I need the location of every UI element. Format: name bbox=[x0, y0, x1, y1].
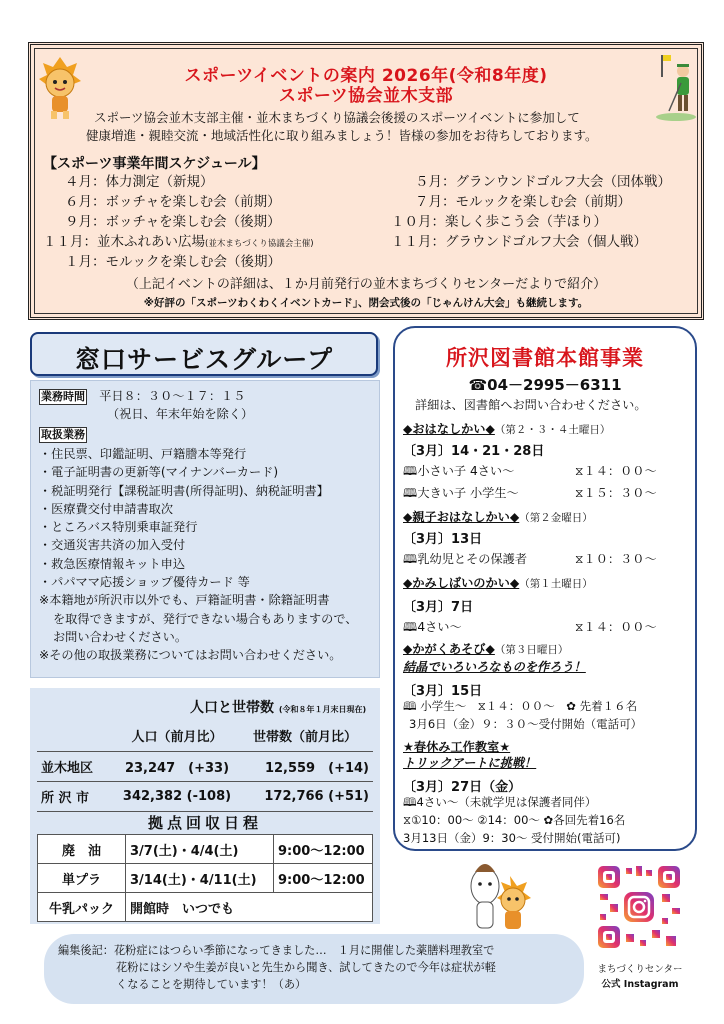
service-note: ※その他の取扱業務についてはお問い合わせください。 bbox=[39, 648, 342, 663]
instagram-caption: まちづくりセンター 公式 Instagram bbox=[597, 964, 683, 990]
schedule-item: ４月：体力測定（新規） bbox=[65, 174, 214, 190]
service-heading: 窓口サービスグループ bbox=[30, 332, 378, 376]
population-table bbox=[37, 721, 373, 812]
event-row: 🕮大きい子 小学生～ bbox=[403, 486, 519, 500]
event-dates: 〔3月〕7日 bbox=[403, 600, 474, 615]
schedule-title: 【スポーツ事業年間スケジュール】 bbox=[43, 156, 266, 172]
table-row bbox=[38, 893, 373, 922]
service-note: を取得できますが、発行できない場合もありますので、 bbox=[53, 611, 358, 626]
table-cell: 3/14(土)・4/11(土) bbox=[126, 864, 274, 893]
schedule-item: １１月：グラウンドゴルフ大会（個人戦） bbox=[391, 234, 647, 250]
list-item: ・救急医療情報キット申込 bbox=[39, 556, 186, 571]
hours-value: 平日８：３０～１７：１５ bbox=[99, 389, 246, 403]
event-time: ⧖１４：００～ bbox=[575, 620, 657, 634]
event-dates: 〔3月〕15日 bbox=[403, 684, 483, 699]
event-dates: 〔3月〕14・21・28日 bbox=[403, 444, 545, 459]
table-cell bbox=[37, 721, 117, 751]
table-row bbox=[38, 864, 373, 893]
event-row: ⧖①10：00～ ②14：00～ ✿各回先着16名 bbox=[403, 813, 626, 827]
table-cell: 9:00～12:00 bbox=[274, 835, 373, 864]
event-name: ◆かみしばいのかい◆ bbox=[403, 576, 520, 590]
table-row bbox=[37, 781, 373, 811]
table-cell: 172,766 (+51) bbox=[237, 781, 373, 811]
table-cell: 12,559 (+14) bbox=[237, 751, 373, 781]
duties-list bbox=[39, 445, 357, 665]
table-cell: 342,382 (-108) bbox=[117, 781, 237, 811]
sports-title: スポーツイベントの案内 2026年(令和8年度) bbox=[184, 66, 548, 86]
service-note: ※本籍地が所沢市以外でも、戸籍証明書・除籍証明書 bbox=[39, 593, 330, 608]
table-row bbox=[37, 721, 373, 751]
sports-subtitle: スポーツ協会並木支部 bbox=[278, 86, 454, 106]
table-cell: 9:00～12:00 bbox=[274, 864, 373, 893]
schedule-item: １０月：楽しく歩こう会（芋ほり） bbox=[391, 214, 607, 230]
list-item: ・電子証明書の更新等(マイナンバーカード) bbox=[39, 465, 279, 480]
list-item: ・医療費交付申請書取次 bbox=[39, 501, 174, 516]
library-phone: ☎04－2995－6311 bbox=[468, 376, 622, 394]
event-subtitle: 結晶でいろいろなものを作ろう！ bbox=[403, 660, 586, 674]
event-name: ◆かがくあそび◆ bbox=[403, 642, 495, 656]
event-row: 🕮 小学生～ ⧖１４：００～ ✿ 先着１６名 bbox=[403, 699, 638, 713]
sports-note-bold: ※好評の「スポーツわくわくイベントカード」、閉会式後の「じゃんけん大会」も継続します。 bbox=[143, 297, 589, 309]
table-row bbox=[38, 835, 373, 864]
event-dates: 〔3月〕27日（金） bbox=[403, 780, 522, 795]
hours-label: 業務時間 bbox=[41, 390, 85, 403]
library-box: 所沢図書館本館事業 ☎04－2995－6311 詳細は、図書館へお問い合わせください。 ◆おはなしかい◆（第２・３・４土曜日） 〔3月〕14・21・28日 🕮小さい子 4さい～ ⧖１４：００～ 🕮大きい子 小学生～ ⧖１５：３０～ ◆親子おはなしかい◆（第２金曜日） 〔3月〕13日 🕮乳幼児とその保護者 ⧖１０：３０～ ◆かみしばいのかい◆（第１土曜日） 〔3月〕7日 🕮4さい～ ⧖１４：００～ ◆かがくあそび◆（第３日曜日） 結晶でいろいろなものを作ろう！ 〔3月〕15日 🕮 小学生～ ⧖１４：００～ ✿ 先着１６名 3月6日（金）９：３０～受付開始（電話可） ★春休み工作教室★ トリックアートに挑戦！ 〔3月〕27日（金） 🕮4さい～（未就学児は保護者同伴） ⧖①10：00～ ②14：00～ ✿各回先着16名 3月13日（金）9：30～ 受付開始(電話可) bbox=[393, 326, 697, 851]
table-cell: 廃 油 bbox=[38, 835, 126, 864]
sports-note: （上記イベントの詳細は、１か月前発行の並木まちづくりセンターだよりで紹介） bbox=[125, 277, 607, 292]
schedule-item-note: (並木まちづくり協議会主催) bbox=[205, 239, 314, 249]
collection-title: 拠点回収日程 bbox=[147, 814, 262, 832]
event-name: ◆親子おはなしかい◆ bbox=[403, 510, 520, 524]
event-row: 🕮4さい～ bbox=[403, 620, 462, 634]
list-item: ・ところバス特別乗車証発行 bbox=[39, 520, 198, 535]
library-title: 所沢図書館本館事業 bbox=[446, 346, 644, 370]
event-time: ⧖１４：００～ bbox=[575, 464, 657, 478]
event-time: ⧖１５：３０～ bbox=[575, 486, 657, 500]
schedule-list bbox=[43, 172, 703, 272]
table-header: 人口（前月比） bbox=[117, 721, 237, 751]
table-cell: 単プラ bbox=[38, 864, 126, 893]
event-row: 🕮4さい～（未就学児は保護者同伴） bbox=[403, 795, 597, 809]
schedule-item: １１月：並木ふれあい広場(並木まちづくり協議会主催) bbox=[43, 234, 314, 250]
schedule-item: ９月：ボッチャを楽しむ会（後期） bbox=[65, 214, 281, 230]
collection-table bbox=[37, 834, 373, 922]
list-item: ・交通災害共済の加入受付 bbox=[39, 538, 186, 553]
population-box bbox=[30, 688, 380, 924]
service-note: お問い合わせください。 bbox=[53, 629, 188, 644]
hours-note: （祝日、年末年始を除く） bbox=[107, 407, 254, 421]
event-time: ⧖１０：３０～ bbox=[575, 552, 657, 566]
sports-event-box bbox=[28, 42, 704, 320]
library-detail: 詳細は、図書館へお問い合わせください。 bbox=[415, 398, 647, 412]
table-cell: 開館時 いつでも bbox=[126, 893, 373, 922]
duties-label: 取扱業務 bbox=[41, 428, 85, 441]
event-name: ★春休み工作教室★ bbox=[403, 740, 511, 754]
schedule-item: ７月：モルックを楽しむ会（前期） bbox=[415, 194, 631, 210]
table-cell: 3/7(土)・4/4(土) bbox=[126, 835, 274, 864]
sports-intro: スポーツ協会並木支部主催・並木まちづくり協議会後援のスポーツイベントに参加して 健康増進・親睦交流・地域活性化に取り組みましょう！皆様の参加をお待ちしております。 bbox=[86, 110, 598, 143]
table-cell: 23,247 (+33) bbox=[117, 751, 237, 781]
list-item: ・パパママ応援ショップ優待カード 等 bbox=[39, 575, 250, 590]
schedule-item: １月：モルックを楽しむ会（後期） bbox=[65, 254, 281, 270]
schedule-item: ５月：グランウンドゴルフ大会（団体戦） bbox=[415, 174, 671, 190]
event-dates: 〔3月〕13日 bbox=[403, 532, 483, 547]
event-row: 3月13日（金）9：30～ 受付開始(電話可) bbox=[403, 831, 621, 845]
editor-note: 編集後記：花粉症にはつらい季節になってきました… １月に開催した薬膳料理教室で 花粉にはシソや生姜が良いと先生から聞き、試してきたので今年は症状が軽 くなることを期待しています！（あ） bbox=[44, 934, 584, 1004]
event-row: 🕮乳幼児とその保護者 bbox=[403, 552, 528, 566]
table-header: 世帯数（前月比） bbox=[237, 721, 373, 751]
service-box bbox=[30, 380, 380, 678]
table-row bbox=[37, 751, 373, 781]
event-name: ◆おはなしかい◆ bbox=[403, 422, 495, 436]
mascot-with-horse-illustration bbox=[455, 856, 550, 936]
schedule-item: ６月：ボッチャを楽しむ会（前期） bbox=[65, 194, 281, 210]
table-cell: 並木地区 bbox=[37, 751, 117, 781]
population-title: 人口と世帯数 (令和８年１月末日現在) bbox=[190, 700, 367, 716]
event-subtitle: トリックアートに挑戦！ bbox=[403, 756, 537, 770]
event-row: 🕮小さい子 4さい～ bbox=[403, 464, 515, 478]
event-row: 3月6日（金）９：３０～受付開始（電話可） bbox=[409, 717, 643, 731]
instagram-qr-code[interactable] bbox=[596, 864, 682, 950]
table-cell: 所 沢 市 bbox=[37, 781, 117, 811]
table-cell: 牛乳パック bbox=[38, 893, 126, 922]
list-item: ・税証明発行【課税証明書(所得証明)、納税証明書】 bbox=[39, 483, 329, 498]
list-item: ・住民票、印鑑証明、戸籍謄本等発行 bbox=[39, 447, 247, 461]
